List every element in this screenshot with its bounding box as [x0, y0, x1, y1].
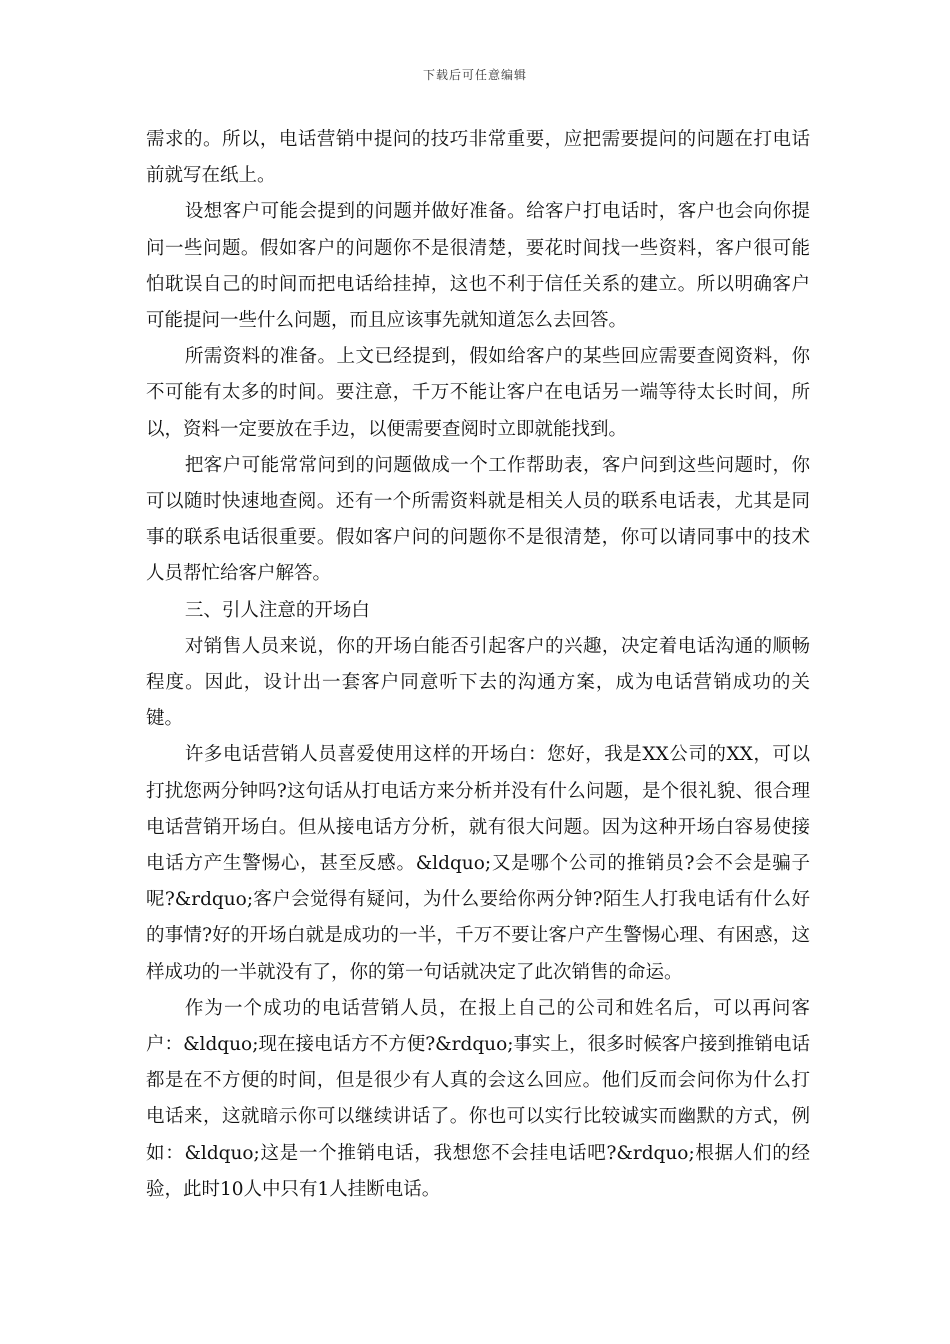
paragraph-opening-importance: 对销售人员来说，你的开场白能否引起客户的兴趣，决定着电话沟通的顺畅程度。因此，设计出一套客户同意听下去的沟通方案，成为电话营销成功的关键。 — [146, 635, 810, 730]
section-heading-opening: 三、引人注意的开场白 — [184, 599, 370, 621]
paragraph-prepare-materials: 所需资料的准备。上文已经提到，假如给客户的某些回应需要查阅资料，你不可能有太多的时间。要注意，千万不能让客户在电话另一端等待太长时间，所以，资料一定要放在手边，以便需要查阅时立即就能找到。 — [146, 346, 810, 440]
paragraph-common-opening: 许多电话营销人员喜爱使用这样的开场白：您好，我是XX公司的XX，可以打扰您两分钟吗?这句话从打电话方来分析并没有什么问题，是个很礼貌、很合理电话营销开场白。但从接电话方分析，就有很大问题。因为这种开场白容易使接电话方产生警惕心，甚至反感。&ldquo;又是哪个公司的推销员?会不会是骗子呢?&rdquo;客户会觉得有疑问，为什么要给你两分钟?陌生人打我电话有什么好的事情?好的开场白就是成功的一半，千万不要让客户产生警惕心理、有困惑，这样成功的一半就没有了，你的第一句话就决定了此次销售的命运。 — [146, 744, 810, 983]
paragraph-help-sheet: 把客户可能常常问到的问题做成一个工作帮助表，客户问到这些问题时，你可以随时快速地查阅。还有一个所需资料就是相关人员的联系电话表，尤其是同事的联系电话很重要。假如客户问的问题你不是很清楚，你可以请同事中的技术人员帮忙给客户解答。 — [146, 454, 810, 585]
paragraph-continuation: 需求的。所以，电话营销中提问的技巧非常重要，应把需要提问的问题在打电话前就写在纸上。 — [146, 129, 810, 187]
page-header: 下载后可任意编辑 — [422, 68, 527, 82]
document-body — [146, 122, 810, 1208]
paragraph-anticipate-questions: 设想客户可能会提到的问题并做好准备。给客户打电话时，客户也会向你提问一些问题。假如客户的问题你不是很清楚，要花时间找一些资料，客户很可能怕耽误自己的时间而把电话给挂掉，这也不利于信任关系的建立。所以明确客户可能提问一些什么问题，而且应该事先就知道怎么去回答。 — [146, 201, 810, 332]
paragraph-successful-opening: 作为一个成功的电话营销人员，在报上自己的公司和姓名后，可以再问客户：&ldquo;现在接电话方不方便?&rdquo;事实上，很多时候客户接到推销电话都是在不方便的时间，但是很少有人真的会这么回应。他们反而会问你为什么打电话来，这就暗示你可以继续讲话了。你也可以实行比较诚实而幽默的方式，例如：&ldquo;这是一个推销电话，我想您不会挂电话吧?&rdquo;根据人们的经验，此时10人中只有1人挂断电话。 — [146, 997, 810, 1200]
